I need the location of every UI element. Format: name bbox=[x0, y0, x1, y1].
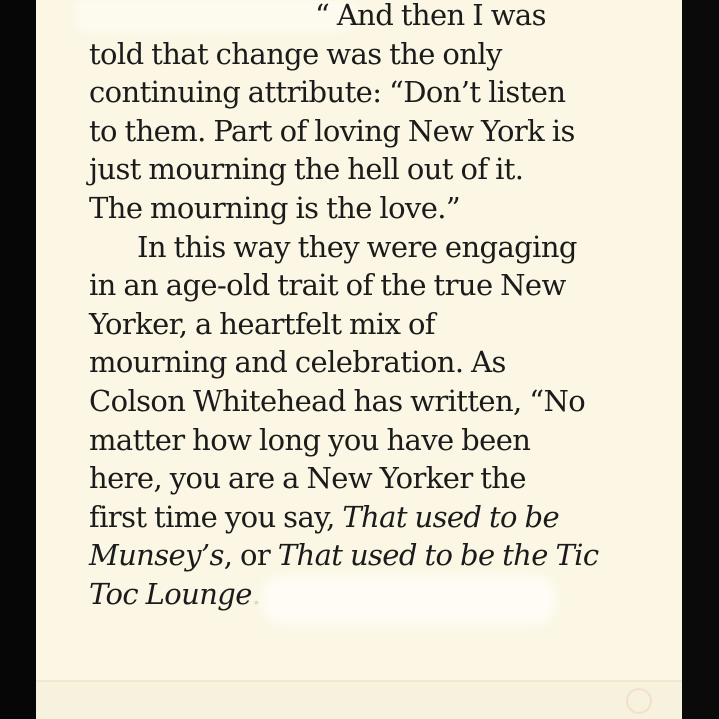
text-line: The mourning is the love.” bbox=[89, 190, 461, 225]
text-line: Colson Whitehead has written, “No bbox=[89, 383, 586, 418]
text-line: continuing attribute: “Don’t listen bbox=[89, 75, 566, 110]
left-bezel bbox=[0, 0, 36, 719]
text-run: , or bbox=[223, 538, 278, 573]
text-run: first time you say, bbox=[89, 499, 343, 534]
bottom-fade-overlay bbox=[261, 575, 556, 625]
text-line: told that change was the only bbox=[89, 36, 502, 71]
italic-run: Munsey’s bbox=[89, 538, 224, 573]
text-line: matter how long you have been bbox=[89, 422, 531, 457]
text-line: mourning and celebration. As bbox=[89, 345, 506, 380]
text-line: in an age-old trait of the true New bbox=[89, 268, 566, 303]
italic-run: That used to be the Tic bbox=[277, 538, 599, 573]
italic-run: . bbox=[251, 576, 261, 611]
text-line: here, you are a New Yorker the bbox=[89, 461, 526, 496]
text-line bbox=[89, 498, 649, 537]
italic-run: That used to be bbox=[342, 499, 560, 534]
circle-icon[interactable] bbox=[626, 688, 652, 714]
book-text bbox=[89, 0, 649, 614]
italic-run: Toc Lounge bbox=[89, 576, 252, 611]
reader-page[interactable] bbox=[36, 0, 682, 719]
paragraph-first-line: In this way they were engaging bbox=[137, 229, 577, 264]
text-line bbox=[89, 536, 649, 575]
text-line: to them. Part of loving New York is bbox=[89, 113, 575, 148]
partial-top-line: “ And then I was bbox=[315, 0, 546, 32]
bottom-toolbar bbox=[36, 680, 682, 719]
text-line bbox=[89, 0, 649, 35]
text-line: just mourning the hell out of it. bbox=[89, 152, 524, 187]
text-line: Yorker, a heartfelt mix of bbox=[89, 306, 435, 341]
right-bezel bbox=[682, 0, 719, 719]
